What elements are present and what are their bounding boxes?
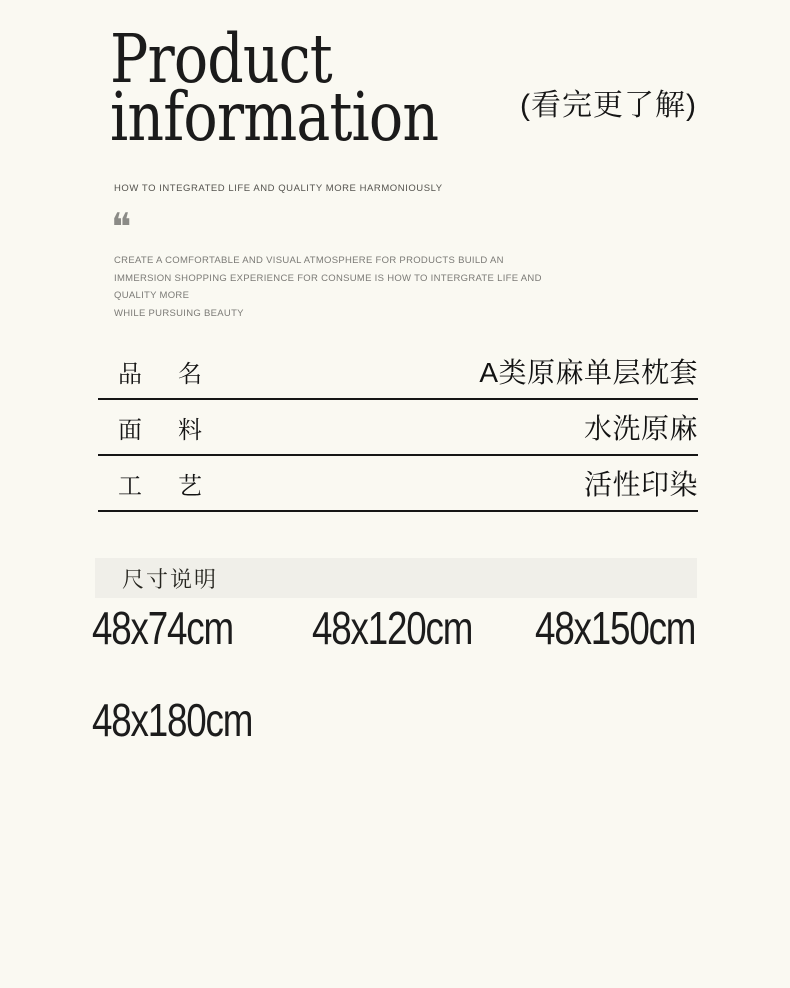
spec-row-product-name: [98, 344, 698, 400]
intro-line-3: WHILE PURSUING BEAUTY: [114, 307, 244, 319]
page-title-line-2: information: [110, 78, 439, 156]
size-item: 48x74cm: [92, 602, 233, 654]
page-title: [110, 20, 439, 156]
spec-label: 面 料: [118, 416, 202, 444]
spec-value: A类原麻单层枕套: [479, 357, 698, 388]
size-item: 48x150cm: [534, 602, 695, 654]
page-title-line-1: Product: [110, 20, 332, 98]
intro-line-1: CREATE A COMFORTABLE AND VISUAL ATMOSPHERE FOR PRODUCTS BUILD AN: [114, 255, 504, 266]
title-note: (看完更了解): [520, 89, 697, 122]
spec-value: 活性印染: [583, 469, 698, 500]
spec-value: 水洗原麻: [583, 413, 698, 444]
spec-row-craft: [98, 456, 698, 512]
size-section-header: [95, 558, 697, 598]
spec-label: 工 艺: [118, 472, 202, 500]
spec-table: [98, 344, 698, 512]
size-section-header-label: 尺寸说明: [122, 566, 219, 592]
size-item: 48x120cm: [312, 602, 473, 654]
tagline-text: HOW TO INTEGRATED LIFE AND QUALITY MORE HARMONIOUSLY: [114, 183, 443, 194]
spec-row-fabric: [98, 400, 698, 456]
intro-line-2: IMMERSION SHOPPING EXPERIENCE FOR CONSUME IS HOW TO INTERGRATE LIFE AND QUALITY MORE: [114, 272, 542, 301]
size-item: 48x180cm: [92, 694, 253, 746]
quote-icon: ❝: [111, 205, 132, 249]
intro-paragraph: [114, 252, 544, 322]
spec-label: 品 名: [118, 360, 202, 388]
